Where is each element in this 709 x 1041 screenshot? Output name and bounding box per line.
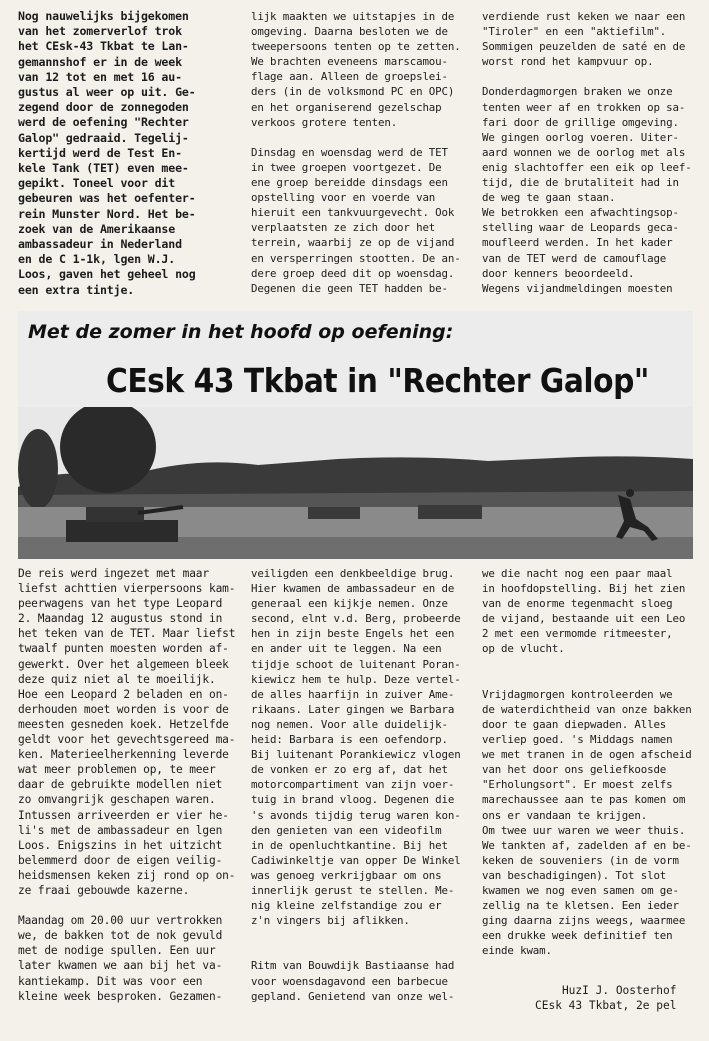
main-headline: CEsk 43 Tkbat in "Rechter Galop" — [106, 361, 649, 400]
headline-banner — [18, 311, 693, 559]
article-column-2-top: lijk maakten we uitstapjes in de omgeving. Daarna besloten we de tweepersoons tenten op te zetten. We brachten eveneens marscamou- flage aan. Alleen de groepslei- ders (in de volksmond PC en OPC) en het organiserend gezelschap verkoos grotere tenten. Dinsdag en woensdag werd de TET in twee groepen voortgezet. De ene groep bereidde dinsdags een opstelling voor en voerde van hieruit een tankvuurgevecht. Ook verplaatsten ze zich door het terrein, waarbij ze op de vijand en versperringen stootten. De an- dere groep deed dit op woensdag. Degenen die geen TET hadden be- — [251, 10, 461, 295]
article-column-3-bottom: we die nacht nog een paar maal in hoofdopstelling. Bij het zien van de enorme tegenmacht sloeg de vijand, bestaande uit een Leo 2 met een vermomde ritmeester, op de vlucht. Vrijdagmorgen kontroleerden we de waterdichtheid van onze bakken door te gaan diepwaden. Alles verliep goed. 's Middags namen we met tranen in de ogen afscheid van het door ons geliefkoosde "Erholungsort". Er moest zelfs marechaussee aan te pas komen om ons er vandaan te krijgen. Om twee uur waren we weer thuis. We tankten af, zadelden af en be- keken de souveniers (in de vorm van beschadigingen). Tot slot kwamen we nog even samen om ge- zellig na te kletsen. Een ieder ging daarna zijns weegs, waarmee een drukke week definitief ten einde kwam. — [482, 567, 692, 958]
article-column-2-bottom: veiligden een denkbeeldige brug. Hier kwamen de ambassadeur en de generaal een kijkje nemen. Onze second, elnt v.d. Berg, probeerde hen in zijn beste Engels het een en ander uit te leggen. Na een tijdje schoot de luitenant Poran- kiewicz hem te hulp. Deze vertel- de alles haarfijn in zuiver Ame- rikaans. Later gingen we Barbara nog nemen. Voor alle duidelijk- heid: Barbara is een oefendorp. Bij luitenant Porankiewicz vlogen de vonken er zo erg af, dat het motorcompartiment van zijn voer- tuig in brand vloog. Degenen die 's avonds tijdig terug waren kon- den genieten van een videofilm in de openluchtkantine. Bij het Cadiwinkeltje van opper De Winkel was genoeg verkrijgbaar om ons innerlijk gerust te stellen. Me- nig kleine zelfstandige zou er z'n vingers bij aflikken. Ritm van Bouwdijk Bastiaanse had voor woensdagavond een barbecue gepland. Genietend van onze wel- — [251, 567, 461, 1003]
kicker-headline: Met de zomer in het hoofd op oefening: — [28, 321, 454, 343]
intro-paragraph: Nog nauwelijks bijgekomen van het zomerverlof trok het CEsk-43 Tkbat te Lan- gemannshof er in de week van 12 tot en met 16 au- gustus al weer op uit. Ge- zegend door de zonnegoden werd de oefening "Rechter Galop" gedraaid. Tegelij- kertijd werd de Test En- kele Tank (TET) even mee- gepikt. Toneel voor dit gebeuren was het oefenter- rein Munster Nord. Het be- zoek van de Amerikaanse ambassadeur in Nederland en de C 1-1k, lgen W.J. Loos, gaven het geheel nog een extra tintje. — [18, 9, 196, 297]
article-column-3-top: verdiende rust keken we naar een "Tiroler" en een "aktiefilm". Sommigen peuzelden de saté en de worst rond het kampvuur op. Donderdagmorgen braken we onze tenten weer af en trokken op sa- fari door de grillige omgeving. We gingen oorlog voeren. Uiter- aard wonnen we de oorlog met als enig slachtoffer een eik op leef- tijd, die de brutaliteit had in de weg te gaan staan. We betrokken een afwachtingsop- stelling waar de Leopards geca- moufleerd werden. In het kader van de TET werd de camouflage door kenners beoordeeld. Wegens vijandmeldingen moesten — [482, 10, 692, 295]
author-byline: HuzI J. Oosterhof CEsk 43 Tkbat, 2e pel — [535, 984, 677, 1012]
article-column-1-bottom: De reis werd ingezet met maar liefst achttien vierpersoons kam- peerwagens van het type Leopard 2. Maandag 12 augustus stond in het teken van de TET. Maar liefst twaalf punten moesten worden af- gewerkt. Over het algemeen bleek deze quiz niet al te moeilijk. Hoe een Leopard 2 beladen en on- derhouden moet worden is voor de meesten gesneden koek. Hetzelfde geldt voor het gevechtsgereed ma- ken. Materieelherkenning leverde wat meer problemen op, te meer daar de gebruikte modellen niet zo omvangrijk geschapen waren. Intussen arriveerden er vier he- li's met de ambassadeur en lgen Loos. Enigszins in het uitzicht belemmerd door de eigen veilig- heidsmensen keken zij rond op on- ze fraai gebouwde kazerne. Maandag om 20.00 uur vertrokken we, de bakken tot de nok gevuld met de nodige spullen. Een uur later kwamen we aan bij het va- kantiekamp. Dit was voor een kleine week besproken. Gezamen- — [18, 567, 236, 1003]
tank-exercise-photo — [18, 407, 693, 559]
